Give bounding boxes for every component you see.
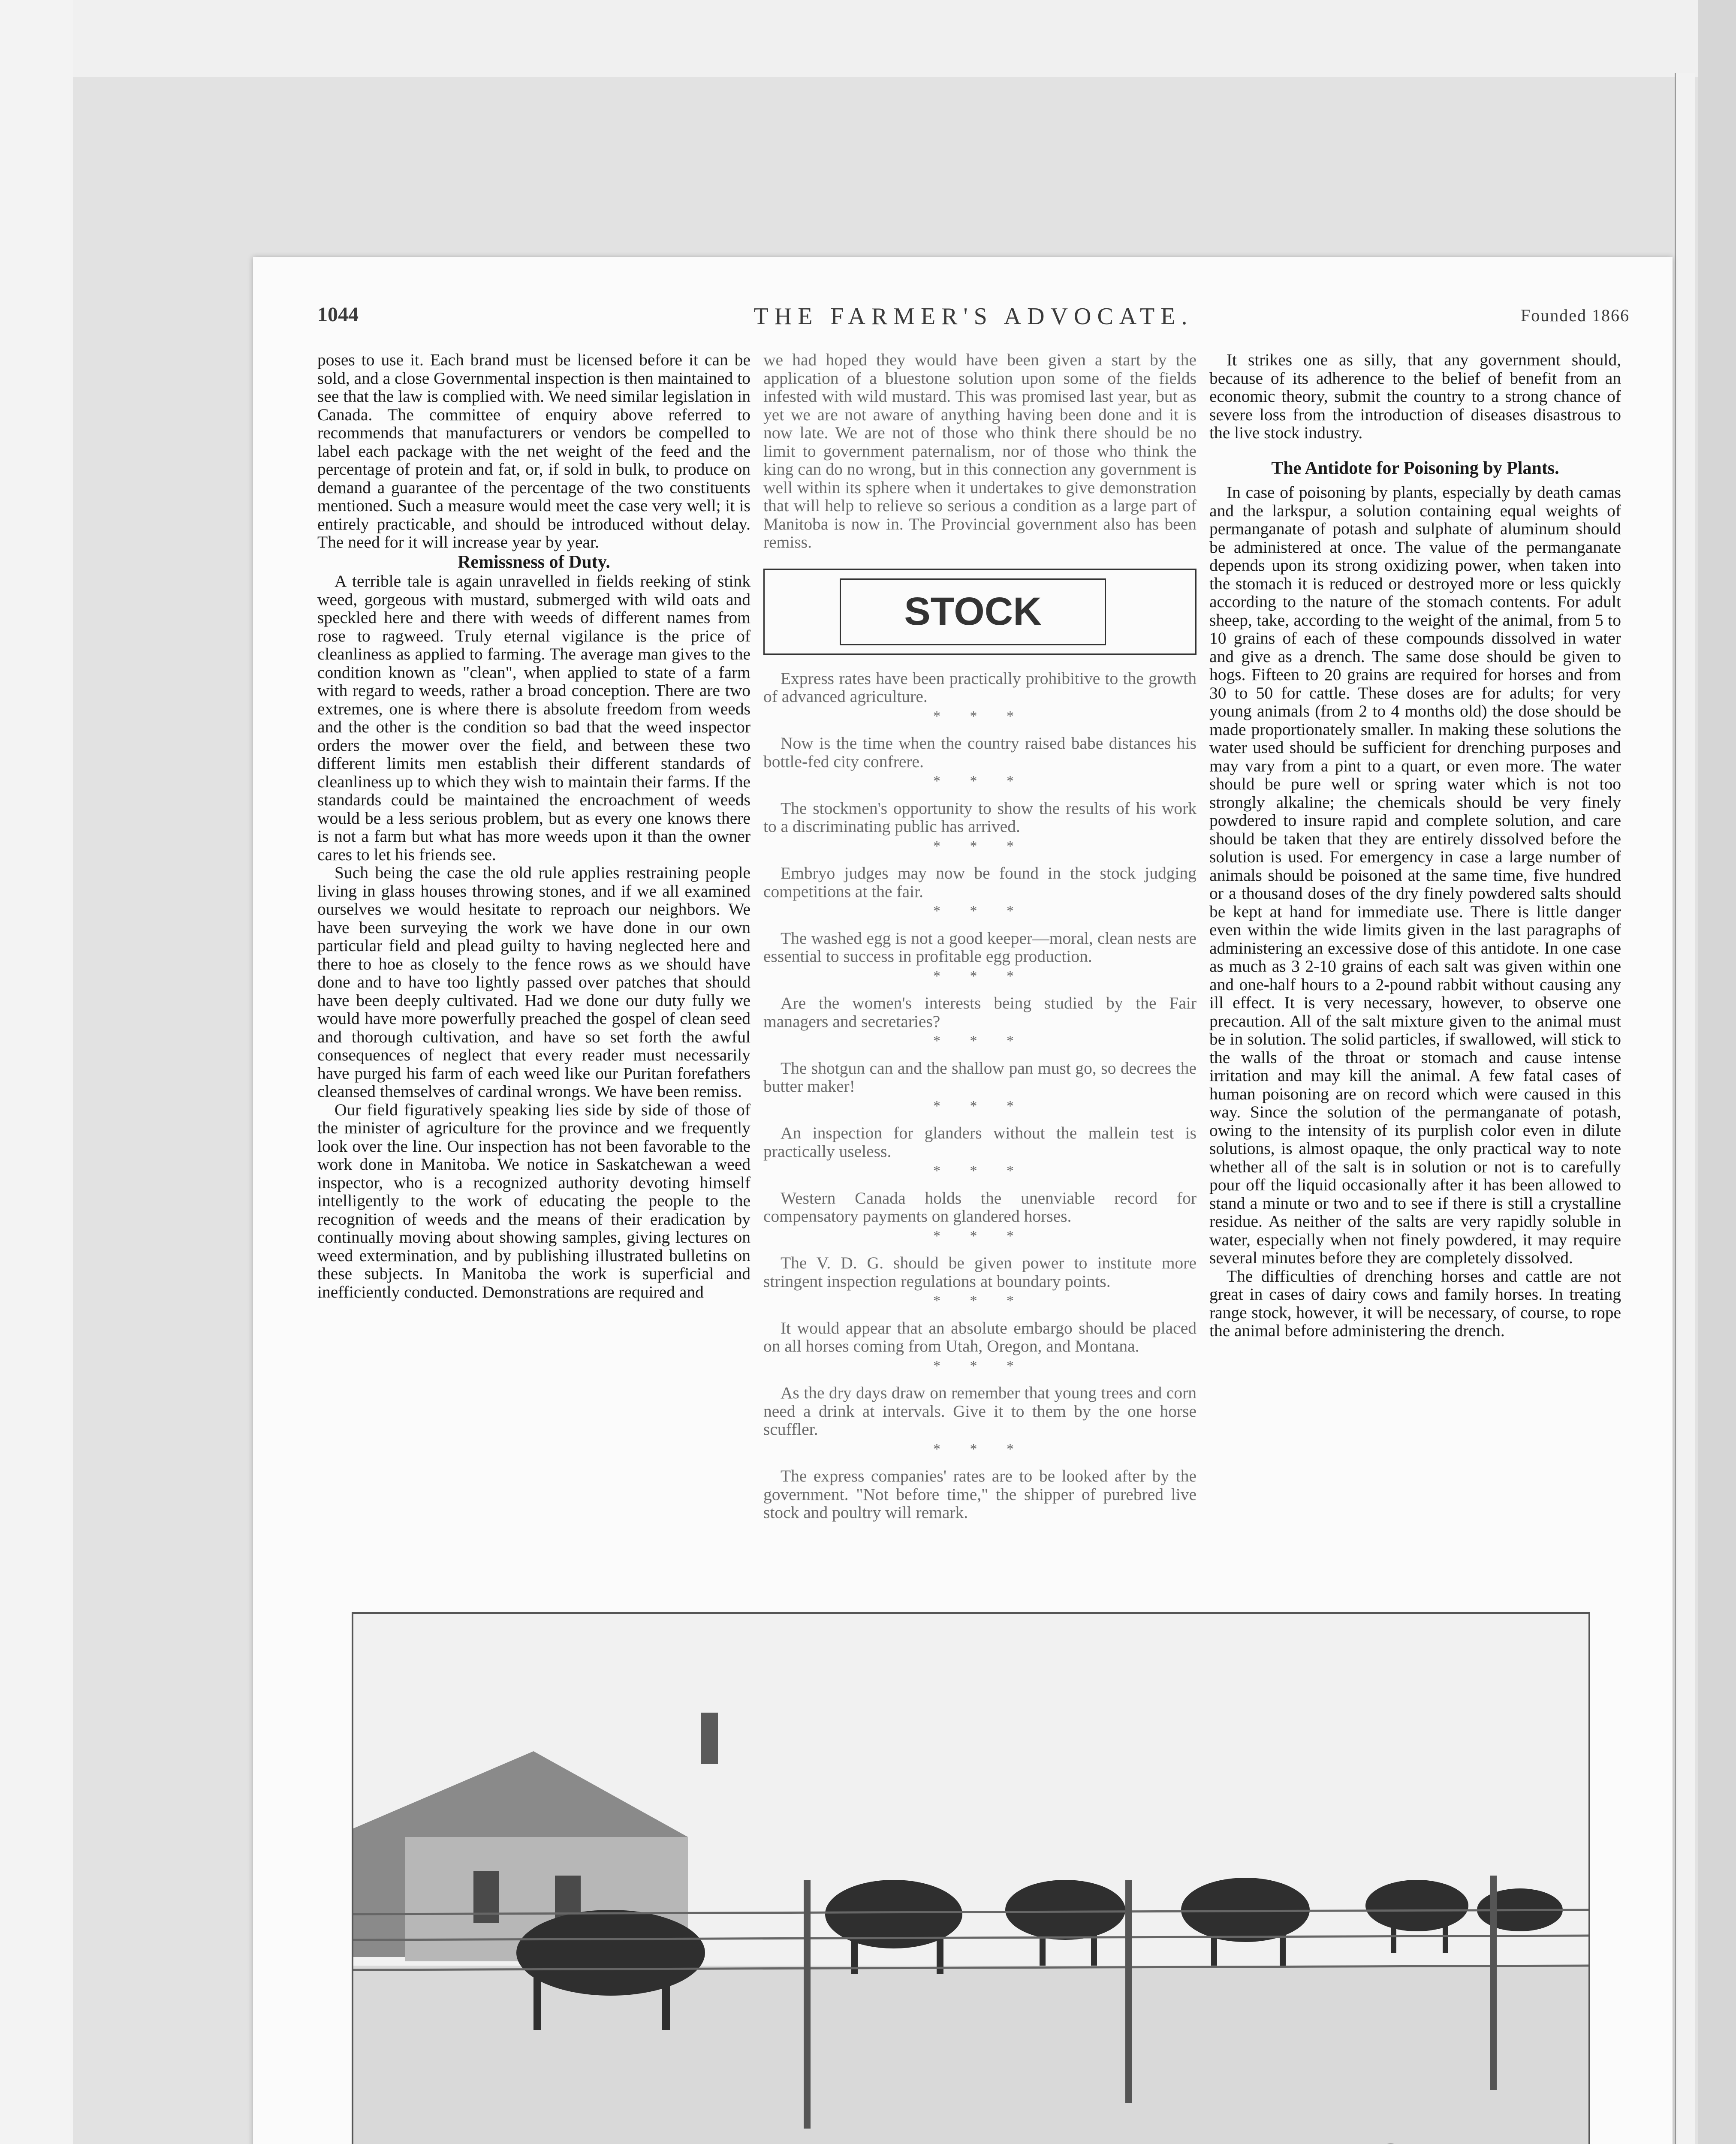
scan-background-top	[0, 0, 1736, 77]
paragraph: we had hoped they would have been given a start by the application of a bluestone solution upon some of the fields infested with wild mustard. This was promised last year, but as yet we are not aware of anything having been done and it is now late. We are not of those who think there should be no limit to government paternalism, nor of those who think the king can do no wrong, but in this connection any government is well within its sphere when it undertakes to give demonstration that will help to relieve so serious a condition as a large part of Manitoba is now in. The Provincial government also has been remiss.	[763, 350, 1197, 551]
separator: * * *	[933, 1163, 1027, 1179]
paragraph: The difficulties of drenching horses and cattle are not great in cases of dairy cows and family horses. In treating range stock, however, it will be necessary, of course, to rope the animal before administering the drench.	[1209, 1266, 1621, 1340]
paragraph: poses to use it. Each brand must be licensed before it can be sold, and a close Governmental inspection is then maintained to see that the law is complied with. We need similar legislation in Canada. The committee of enquiry above referred to recommends that manufacturers or vendors be compelled to label each package with the net weight of the feed and the percentage of protein and fat, or, if sold in bulk, to produce on demand a guarantee of the percentage of the two constituents mentioned. Such a measure would meet the case very well; it is entirely practicable, and should be introduced without delay. The need for it will increase year by year.	[317, 350, 750, 551]
stock-note: The stockmen's opportunity to show the results of his work to a discriminating public has arrived.	[763, 798, 1197, 836]
stock-note: Embryo judges may now be found in the stock judging competitions at the fair.	[763, 864, 1197, 901]
stock-note: It would appear that an absolute embargo should be placed on all horses coming from Utah, Oregon, and Montana.	[763, 1318, 1197, 1355]
stock-note: As the dry days draw on remember that young trees and corn need a drink at intervals. Give it to them by the one horse scuffler.	[763, 1383, 1197, 1439]
paragraph: In case of poisoning by plants, especially by death camas and the larkspur, a solution containing equal weights of permanganate of potash and sulphate of aluminum should be administered at once. The value of the permanganate depends upon its strong oxidizing power, when taken into the stomach it is reduced or destroyed more or less quickly according to the nature of the stomach contents. For adult sheep, take, according to the weight of the animal, from 5 to 10 grains of each of these compounds dissolved in water and give as a drench. The same dose should be given to hogs. Fifteen to 20 grains are required for horses and from 30 to 50 for cattle. These doses are for adults; for very young animals (from 2 to 4 months old) the dose should be made proportionately smaller. In making these solutions the water used should be sufficient for drenching purposes and may vary from a pint to a quart, or even more. The water should be pure well or spring water which is not too strongly alkaline; the chemicals should be very finely powdered to insure rapid and complete solution, and care should be taken that they are entirely dissolved before the solution is used. For emergency in case a large number of animals should be poisoned at the same time, five hundred or a thousand doses of the dry finely powdered salts should be kept at hand for immediate use. There is little danger even within the wide limits given in the last paragraphs of administering an excessive dose of this antidote. In one case as much as 3 2-10 grains of each salt was given within one and one-half hours to a 2-pound rabbit without causing any ill effect. It is very necessary, however, to observe one precaution. All of the salt mixture given to the animal must be in solution. The solid particles, if swallowed, will stick to the walls of the throat or stomach and cause intense irritation and may kill the animal. A few fatal cases of human poisoning are on record which were caused in this way. Since the solution of the permanganate of potash, owing to the intensity of its purplish color even in dilute solutions, is almost opaque, the only practical way to note whether all of the salt is in solution or not is to carefully pour off the liquid occasionally after it has been allowed to stand a minute or two and to see if there is still a crystalline residue. As neither of the salts are very rapidly soluble in water, especially when not finely powdered, it may require several minutes before they are completely dissolved.	[1209, 483, 1621, 1267]
cattle-photograph	[352, 1612, 1590, 2144]
separator: * * *	[933, 1033, 1027, 1049]
scan-background-right	[1698, 0, 1736, 2144]
stock-note: The V. D. G. should be given power to institute more stringent inspection regulations at boundary points.	[763, 1253, 1197, 1291]
page-number: 1044	[317, 303, 359, 326]
separator: * * *	[933, 1098, 1027, 1114]
separator: * * *	[933, 968, 1027, 984]
separator: * * *	[933, 1228, 1027, 1244]
separator: * * *	[933, 1293, 1027, 1309]
separator: * * *	[933, 773, 1027, 789]
separator: * * *	[933, 708, 1027, 724]
stock-note: Now is the time when the country raised babe distances his bottle-fed city confrere.	[763, 734, 1197, 771]
paragraph: A terrible tale is again unravelled in fields reeking of stink weed, gorgeous with mustard, submerged with wild oats and speckled here and there with weeds of different names from rose to ragweed. Truly eternal vigilance is the price of cleanliness as applied to farming. The average man gives to the condition known as "clean", when applied to state of a farm with regard to weeds, rather a broad conception. There are two extremes, one is where there is absolute freedom from weeds and the other is the condition so bad that the weed inspector orders the mower over the field, and between these two different limits men establish their different standards of cleanliness up to which they wish to maintain their farms. If the standards could be maintained the encroachment of weeds would be a less serious problem, but as every one knows there is not a farm but what has more weeds upon it than the owner cares to let his friends see.	[317, 572, 750, 864]
stock-note: Are the women's interests being studied by the Fair managers and secretaries?	[763, 994, 1197, 1031]
separator: * * *	[933, 1358, 1027, 1374]
paragraph: Our field figuratively speaking lies side by side of those of the minister of agriculture for the province and we frequently look over the line. Our inspection has not been favorable to the work done in Manitoba. We notice in Saskatchewan a weed inspector, who is a recognized authority devoting himself intelligently to the work of educating the people to the recognition of weeds and the means of their eradication by continually moving about showing samples, giving lectures on weed extermination, and by publishing illustrated bulletins on these subjects. In Manitoba the work is superficial and inefficiently conducted. Demonstrations are required and	[317, 1100, 750, 1301]
scan-background-left	[0, 0, 73, 2144]
paragraph: It strikes one as silly, that any government should, because of its adherence to the belief of benefit from an economic theory, submit the country to a strong chance of severe loss from the introduction of diseases disastrous to the live stock industry.	[1209, 350, 1621, 442]
column-middle	[763, 351, 1197, 1594]
stock-note: The shotgun can and the shallow pan must go, so decrees the butter maker!	[763, 1058, 1197, 1096]
stock-note: The washed egg is not a good keeper—moral, clean nests are essential to success in profitable egg production.	[763, 928, 1197, 966]
stock-note: Western Canada holds the unenviable record for compensatory payments on glandered horses.	[763, 1188, 1197, 1226]
column-left	[317, 351, 750, 1594]
stock-section-banner	[763, 569, 1197, 655]
photo-illustration	[353, 1614, 1588, 2144]
founded-label: Founded 1866	[1521, 306, 1630, 325]
newspaper-page	[253, 257, 1673, 2144]
column-right	[1209, 351, 1621, 1594]
adjacent-page-edge	[1675, 73, 1695, 2144]
paragraph: Such being the case the old rule applies restraining people living in glass houses throwing stones, and if we all examined ourselves we would hesitate to reproach our neighbors. We have been surveying the work we have done in our own particular field and plead guilty to having neglected here and there to hoe as closely to the fence rows as we should have done and to have too lightly passed over patches that should have been deeply cultivated. Had we done our duty fully we would have more powerfully preached the gospel of clean seed and thorough cultivation, and have so set forth the awful consequences of neglect that every reader must necessarily have purged his farm of each weed like our Puritan forefathers cleansed themselves of cardinal wrongs. We have been remiss.	[317, 863, 750, 1101]
section-heading-remissness: Remissness of Duty.	[458, 552, 610, 572]
stock-title: STOCK	[840, 578, 1106, 645]
stock-note: An inspection for glanders without the mallein test is practically useless.	[763, 1123, 1197, 1161]
separator: * * *	[933, 1441, 1027, 1457]
stock-note: The express companies' rates are to be looked after by the government. "Not before time," the shipper of purebred live stock and poultry will remark.	[763, 1466, 1197, 1522]
separator: * * *	[933, 903, 1027, 919]
separator: * * *	[933, 838, 1027, 854]
page-header	[317, 303, 1630, 333]
section-heading-antidote: The Antidote for Poisoning by Plants.	[1271, 458, 1559, 478]
stock-note: Express rates have been practically prohibitive to the growth of advanced agriculture.	[763, 668, 1197, 706]
masthead-title: THE FARMER'S ADVOCATE.	[753, 303, 1194, 330]
